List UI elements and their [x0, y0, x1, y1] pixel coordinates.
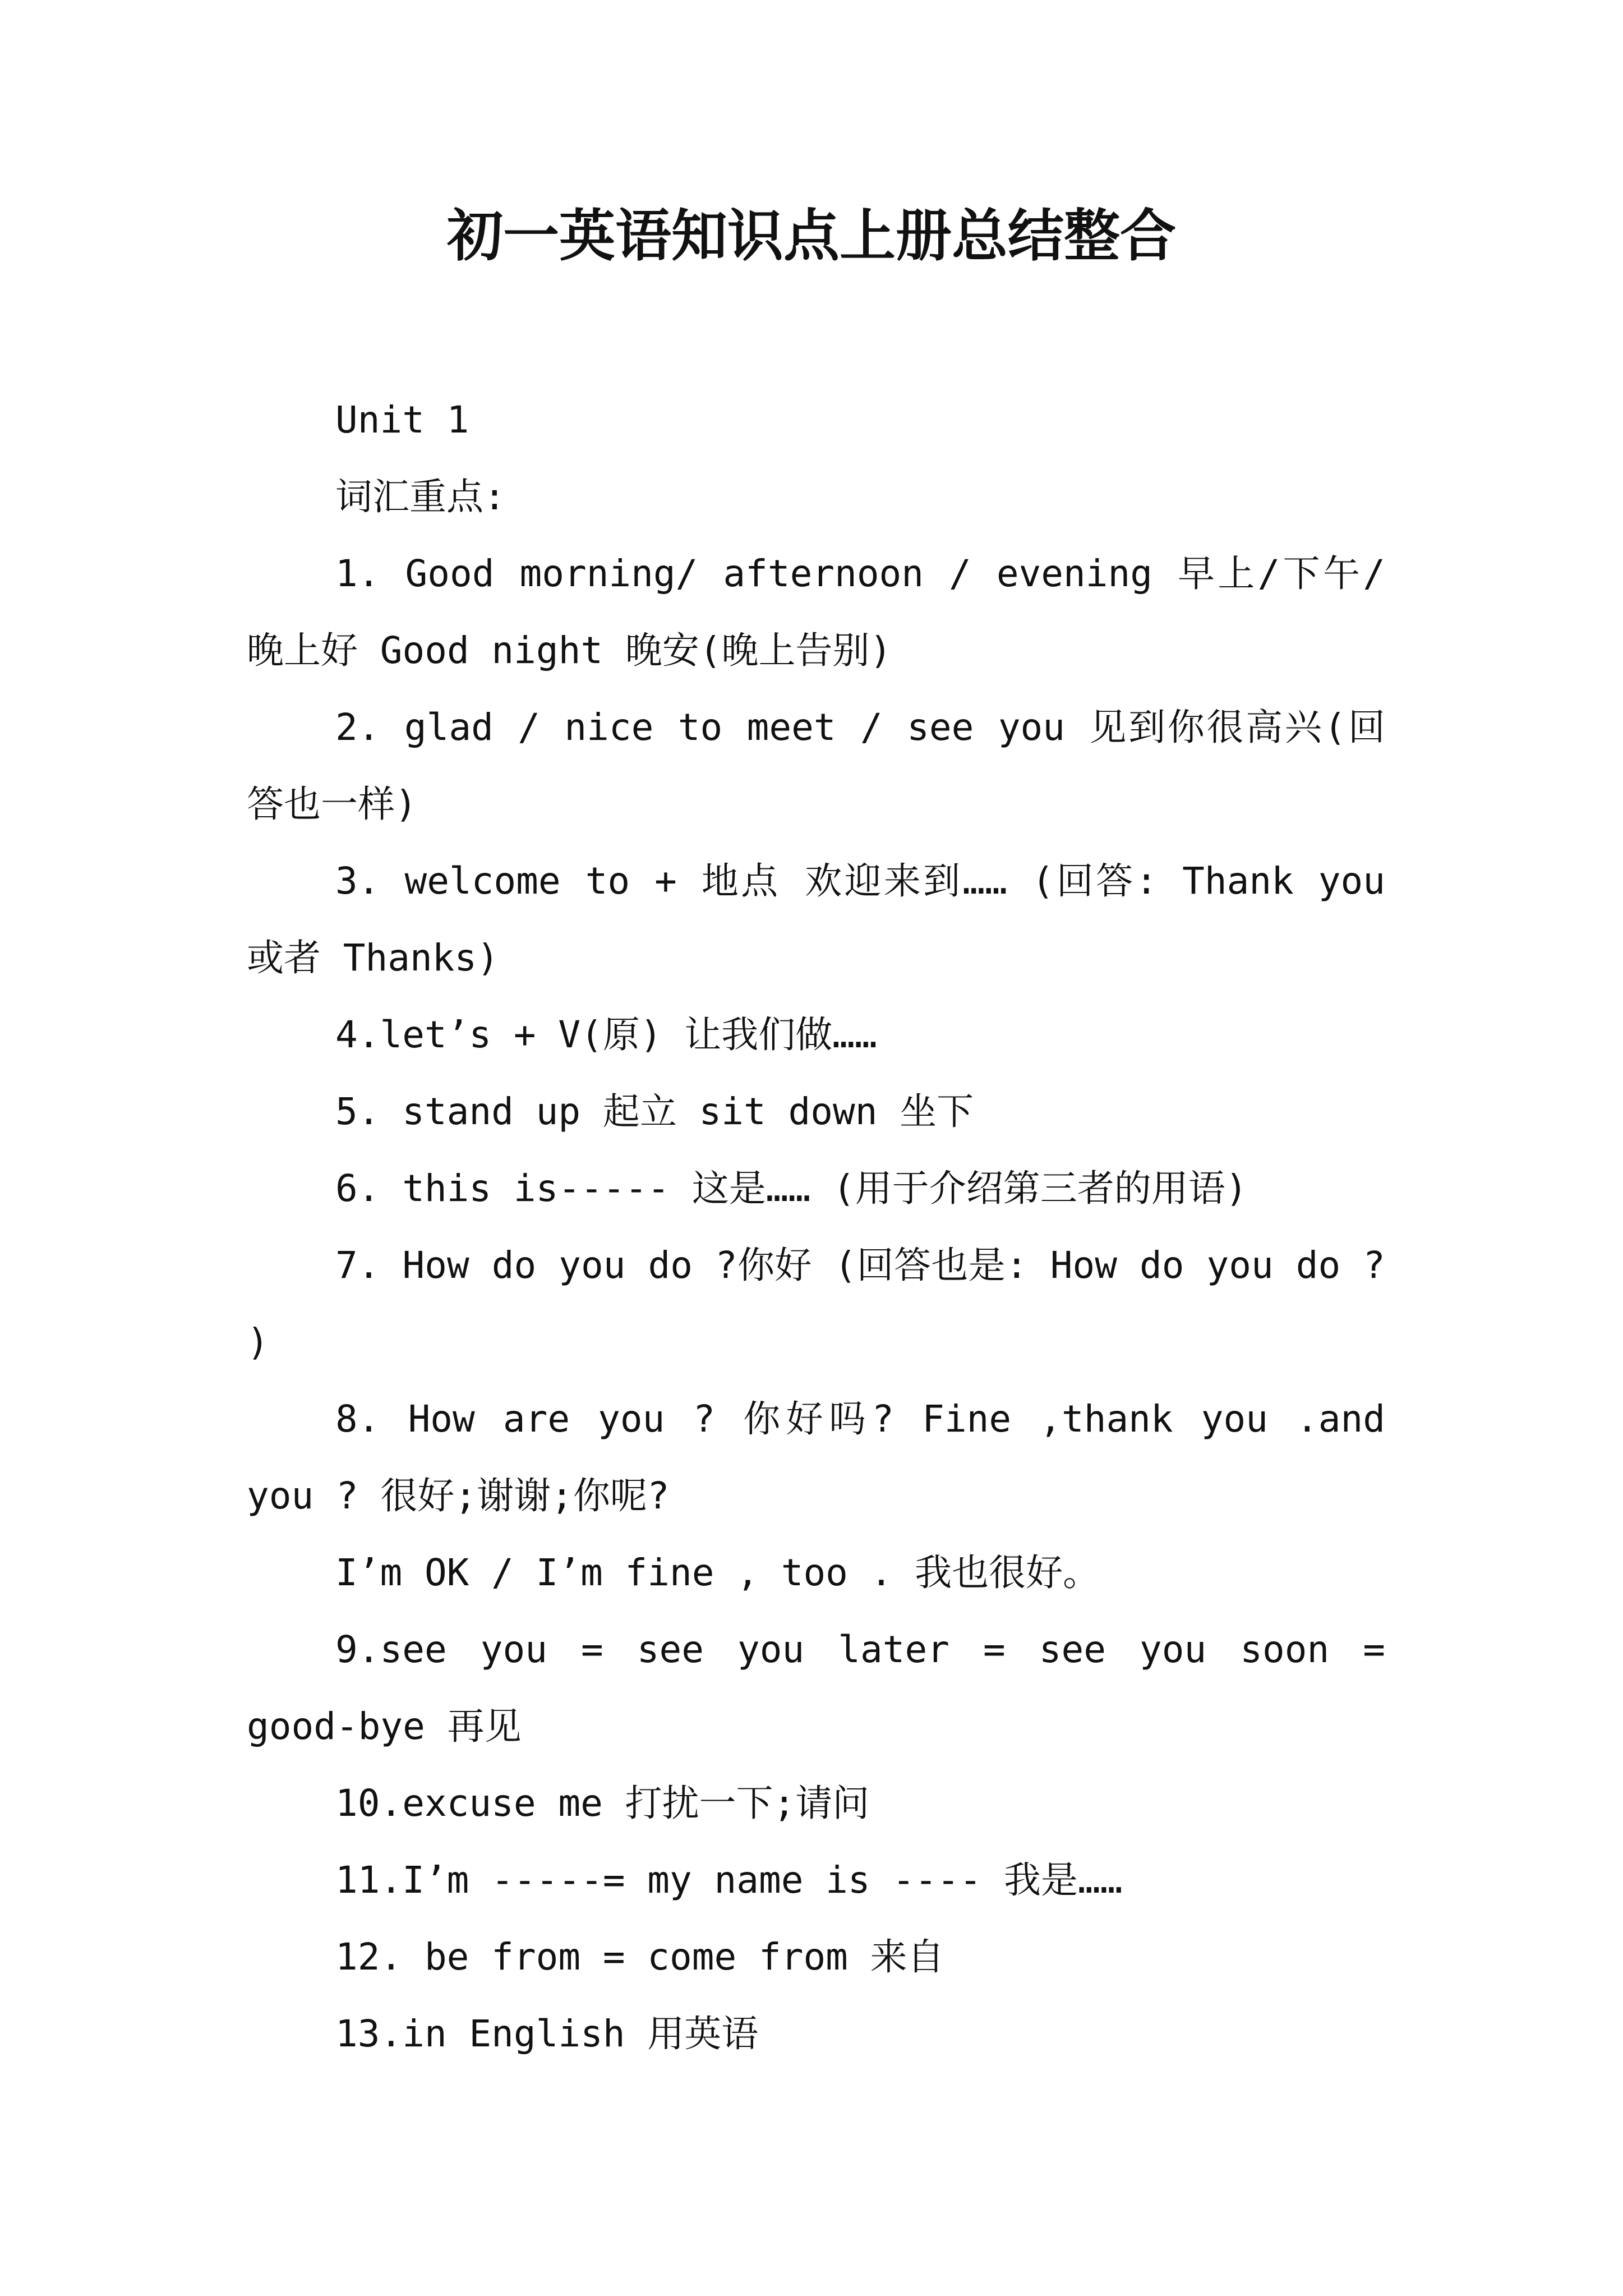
list-item-6: 6. this is----- 这是…… (用于介绍第三者的用语): [335, 1167, 1248, 1210]
page-title: 初一英语知识点上册总结整合: [447, 203, 1176, 269]
list-item-12: 12. be from = come from 来自: [335, 1935, 944, 1978]
list-item-8: 8. How are you ? 你好吗? Fine ,thank you .and you ? 很好;谢谢;你呢?: [247, 1397, 1385, 1517]
list-item-2: 2. glad / nice to meet / see you 见到你很高兴(回答也一样): [247, 706, 1385, 826]
list-item-7: 7. How do you do ?你好 (回答也是: How do you do ? ): [247, 1244, 1385, 1364]
list-item-10: 10.excuse me 打扰一下;请问: [335, 1782, 870, 1825]
document-body: [247, 381, 1385, 2072]
unit-label: Unit 1: [335, 398, 469, 441]
list-item-13: 13.in English 用英语: [335, 2012, 759, 2055]
section-heading: 词汇重点:: [335, 475, 506, 518]
list-item-11: 11.I’m -----= my name is ---- 我是……: [335, 1858, 1123, 1902]
list-item-5: 5. stand up 起立 sit down 坐下: [335, 1090, 974, 1133]
list-item-4: 4.let’s + V(原) 让我们做……: [335, 1013, 877, 1056]
list-item-9: 9.see you = see you later = see you soon = good-bye 再见: [247, 1628, 1385, 1748]
list-item-8-reply: I’m OK / I’m fine , too . 我也很好。: [335, 1551, 1100, 1594]
list-item-3: 3. welcome to + 地点 欢迎来到…… (回答: Thank you 或者 Thanks): [247, 859, 1385, 979]
list-item-1: 1. Good morning/ afternoon / evening 早上/下午/晚上好 Good night 晚安(晚上告别): [247, 552, 1385, 672]
